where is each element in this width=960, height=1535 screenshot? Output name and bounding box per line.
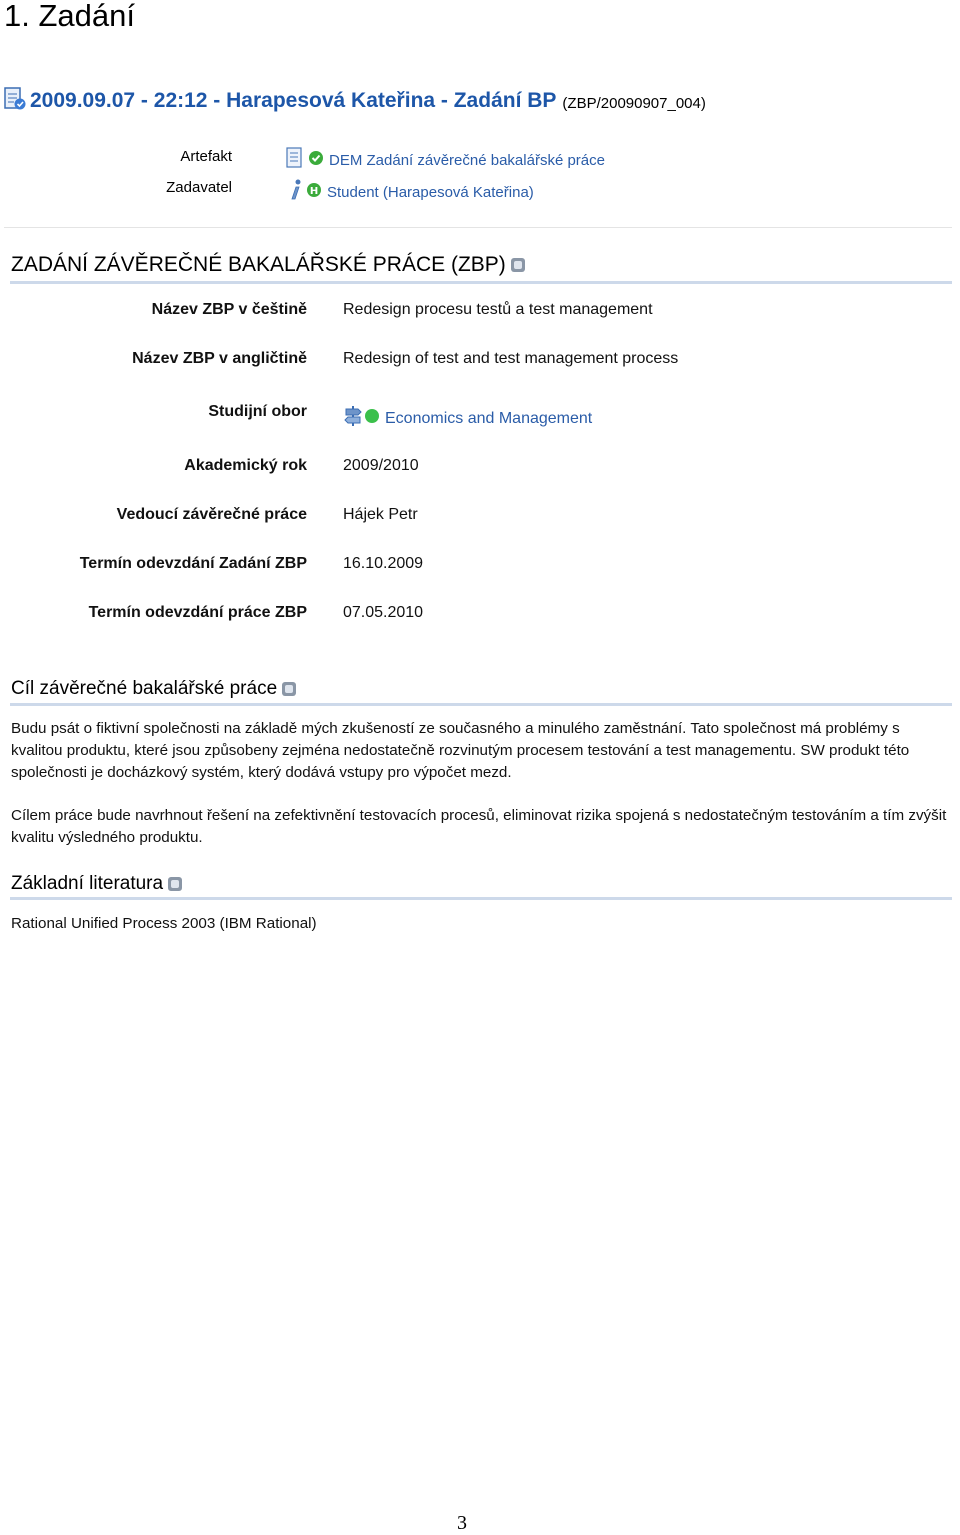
section-title-zadani: [11, 253, 525, 277]
section-title-text: Základní literatura: [11, 873, 164, 894]
zadavatel-label: Zadavatel: [166, 179, 232, 196]
field-value-obor[interactable]: [343, 405, 592, 432]
literature-text: Rational Unified Process 2003 (IBM Rational): [11, 915, 317, 932]
edit-icon[interactable]: [511, 258, 525, 272]
svg-text:H: H: [309, 186, 319, 197]
goal-paragraph-1: Budu psát o fiktivní společnosti na základě mých zkušeností ze současného a minulého zaměstnání. Tato společnost má problémy s kvalitou produktu, které jsou způsobeny zejména nedostatečně rozvinutým procesem testování a test managementu. SW produkt této společnosti je docházkový systém, který dodává vstupy pro výpočet mezd.: [11, 720, 910, 781]
signpost-icon: [343, 405, 363, 432]
field-label-nazev-cz: Název ZBP v češtině: [151, 301, 307, 318]
check-icon: [308, 150, 324, 170]
artefakt-link[interactable]: DEM Zadání závěrečné bakalářské práce: [329, 151, 605, 169]
field-label-rok: Akademický rok: [184, 457, 307, 474]
record-header: [4, 86, 706, 116]
document-icon: [4, 87, 26, 116]
field-value-nazev-cz: Redesign procesu testů a test management: [343, 301, 653, 318]
field-value-rok: 2009/2010: [343, 457, 419, 474]
field-value-termin-zadani: 16.10.2009: [343, 555, 424, 572]
field-label-termin-zadani: Termín odevzdání Zadání ZBP: [79, 555, 307, 572]
separator: [4, 227, 952, 228]
field-value-termin-prace: 07.05.2010: [343, 604, 424, 621]
edit-icon[interactable]: [168, 877, 182, 891]
edit-icon[interactable]: [282, 682, 296, 696]
zadavatel-value[interactable]: [288, 179, 534, 205]
artefakt-label: Artefakt: [180, 148, 232, 165]
section-rule: [10, 281, 952, 284]
zadavatel-link[interactable]: Student (Harapesová Kateřina): [327, 183, 534, 201]
page-heading: 1. Zadání: [4, 0, 135, 33]
goal-paragraph-2: Cílem práce bude navrhnout řešení na zefektivnění testovacích procesů, eliminovat rizika spojená s nedostatečným testováním a tím zvýšit kvalitu výsledného produktu.: [11, 807, 947, 846]
info-icon: [288, 179, 304, 205]
record-title[interactable]: 2009.09.07 - 22:12 - Harapesová Kateřina - Zadání BP: [30, 89, 557, 112]
section-rule: [10, 897, 952, 900]
field-label-nazev-en: Název ZBP v angličtině: [132, 350, 307, 367]
section-title-cil: [11, 678, 296, 700]
page-number: 3: [457, 1512, 467, 1534]
field-label-obor: Studijní obor: [208, 403, 307, 420]
section-title-literatura: [11, 873, 182, 895]
field-value-nazev-en: Redesign of test and test management process: [343, 350, 679, 367]
document-icon: [286, 147, 306, 173]
section-title-text: ZADÁNÍ ZÁVĚREČNÉ BAKALÁŘSKÉ PRÁCE (ZBP): [11, 253, 506, 276]
status-dot-icon: [364, 408, 380, 429]
artefakt-value[interactable]: [286, 147, 605, 173]
record-code: (ZBP/20090907_004): [562, 94, 706, 112]
student-badge-icon: [306, 182, 322, 202]
section-rule: [10, 703, 952, 706]
section-title-text: Cíl závěrečné bakalářské práce: [11, 678, 278, 699]
field-value-vedouci: Hájek Petr: [343, 506, 418, 523]
field-label-vedouci: Vedoucí závěrečné práce: [116, 506, 307, 523]
obor-link[interactable]: Economics and Management: [385, 409, 593, 427]
field-label-termin-prace: Termín odevzdání práce ZBP: [88, 604, 307, 621]
